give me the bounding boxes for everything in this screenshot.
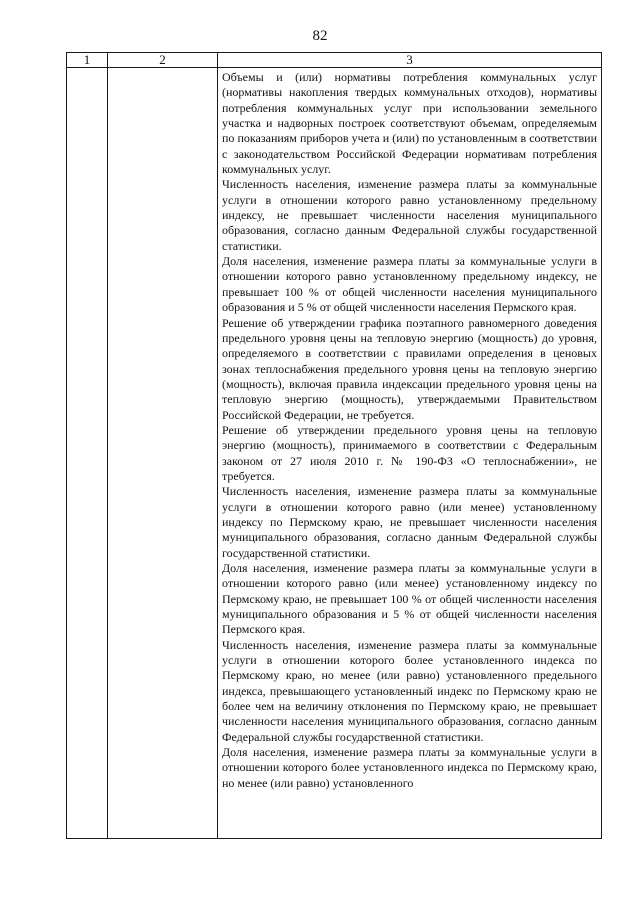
paragraph: Численность населения, изменение размера платы за коммунальные услуги в отношении которого равно (или менее) установленному индексу по Пермскому краю, не превышает численности населения муниципального образования, согласно данным Федеральной службы государственной статистики.	[222, 484, 597, 560]
column-header-1: 1	[67, 53, 108, 68]
paragraph: Решение об утверждении предельного уровня цены на тепловую энергию (мощность), принимаемого в соответствии с Федеральным законом от 27 июля 2010 г. № 190-ФЗ «О теплоснабжении», не требуется.	[222, 422, 597, 483]
paragraph: Доля населения, изменение размера платы за коммунальные услуги в отношении которого более установленного индекса по Пермскому краю, но менее (или равно) установленного	[222, 745, 597, 790]
paragraph: Объемы и (или) нормативы потребления коммунальных услуг (нормативы накопления твердых коммунальных отходов), нормативы потребления коммунальных услуг при использовании земельного участка и надворных построек соответствуют объемам, определяемым по показаниям приборов учета и (или) по установленным в соответствии с законодательством Российской Федерации нормативам потребления коммунальных услуг.	[222, 70, 597, 177]
column-3-content	[218, 68, 601, 791]
column-header-3: 3	[218, 53, 602, 68]
paragraph: Решение об утверждении графика поэтапного равномерного доведения предельного уровня цены на тепловую энергию (мощность) до уровня, определяемого в соответствии с правилами определения в ценовых зонах теплоснабжения предельного уровня цены на тепловую энергию (мощность), включая правила индексации предельного уровня цены на тепловую энергию (мощность), утверждаемыми Правительством Российской Федерации, не требуется.	[222, 315, 597, 422]
paragraph: Доля населения, изменение размера платы за коммунальные услуги в отношении которого равно (или менее) установленному индексу по Пермскому краю, не превышает 100 % от общей численности населения муниципального образования и 5 % от общей численности населения Пермского края.	[222, 561, 597, 637]
table-cell-column-3	[218, 68, 602, 839]
paragraph: Численность населения, изменение размера платы за коммунальные услуги в отношении которого более установленного индекса по Пермскому краю, но менее (или равно) установленного предельного индекса, превышающего установленный индекс по Пермскому краю не более чем на величину отклонения по Пермскому краю, не превышает численности населения муниципального образования, согласно данным Федеральной службы государственной статистики.	[222, 637, 597, 744]
table-cell-column-1	[67, 68, 108, 839]
table-cell-column-2	[108, 68, 218, 839]
page-number: 82	[312, 28, 328, 44]
table-header-row	[67, 53, 602, 68]
paragraph: Доля населения, изменение размера платы за коммунальные услуги в отношении которого равно установленному предельному индексу, не превышает 100 % от общей численности населения муниципального образования и 5 % от общей численности населения Пермского края.	[222, 254, 597, 315]
column-header-2: 2	[108, 53, 218, 68]
table-row	[67, 68, 602, 839]
paragraph: Численность населения, изменение размера платы за коммунальные услуги в отношении которого равно установленному предельному индексу, не превышает численности населения муниципального образования, согласно данным Федеральной службы государственной статистики.	[222, 177, 597, 253]
document-table	[66, 52, 602, 839]
